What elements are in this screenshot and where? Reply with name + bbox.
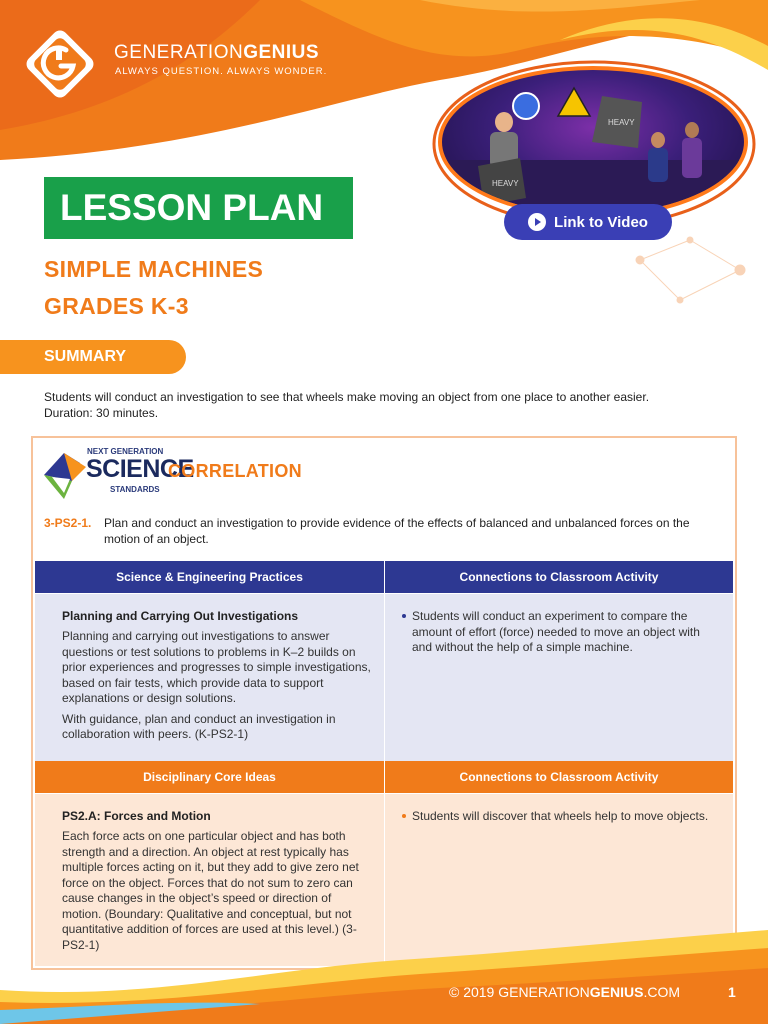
table1-header-left: Science & Engineering Practices [35, 561, 384, 593]
table2-header-right: Connections to Classroom Activity [385, 761, 733, 793]
summary-heading: SUMMARY [0, 340, 186, 374]
correlation-heading: CORRELATION [168, 461, 302, 481]
footer-wave-background [0, 930, 768, 1024]
brand-name: GENERATIONGENIUS [114, 42, 320, 63]
standard-code: 3-PS2-1. [44, 516, 92, 530]
bullet-icon [402, 614, 406, 618]
heavy-weight-label: HEAVY [608, 118, 635, 127]
footer-copyright: © 2019 GENERATIONGENIUS.COM [448, 984, 680, 1000]
table2-left-title: PS2.A: Forces and Motion [62, 809, 211, 823]
brand-tagline: ALWAYS QUESTION. ALWAYS WONDER. [115, 66, 328, 77]
ngss-logo-standards: STANDARDS [110, 485, 160, 494]
lesson-plan-banner: LESSON PLAN [44, 177, 353, 239]
generation-genius-logo [20, 24, 100, 104]
summary-text [44, 390, 734, 421]
heavy-weight-label: HEAVY [492, 179, 519, 188]
bullet-icon [402, 814, 406, 818]
table1-left-title: Planning and Carrying Out Investigations [62, 609, 299, 623]
page-number: 1 [728, 984, 736, 1000]
lesson-grades: GRADES K-3 [44, 293, 189, 319]
table1-left-cell [35, 594, 384, 761]
network-decoration [620, 220, 768, 330]
ngss-logo-science: SCIENCE [86, 455, 194, 483]
summary-duration: Duration: 30 minutes. [44, 405, 159, 420]
table1-right-bullet [402, 609, 712, 656]
table1-right-cell [385, 594, 733, 761]
summary-description: Students will conduct an investigation to see that wheels make moving an object from one place to another easier. [44, 390, 650, 404]
table1-left-paragraph-2: With guidance, plan and conduct an investigation in collaboration with peers. (K-PS2-1) [62, 711, 336, 741]
ngss-logo-next: NEXT GENERATION [87, 447, 164, 456]
table1-left-paragraph-1: Planning and carrying out investigations to answer questions or test solutions to problems in K–2 builds on prior experiences and progresses to simple investigations, based on fair tests, which provide data to support explanations or design solutions. [62, 629, 371, 705]
table2-right-bullet [402, 809, 712, 825]
table2-right-text: Students will discover that wheels help to move objects. [412, 809, 709, 823]
standard-text: Plan and conduct an investigation to provide evidence of the effects of balanced and unbalanced forces on the motion of an object. [104, 516, 690, 546]
lesson-topic: SIMPLE MACHINES [44, 256, 264, 282]
table2-left-paragraph-1: Each force acts on one particular object and has both strength and a direction. An object at rest typically has multiple forces acting on it, but they add to give zero net force on the object. Forces that do not sum to zero can cause changes in the object’s speed or direction of motion. (Boundary: Qualitative and conceptual, but not quantitative addition of forces are used at this level.) (3-PS2-1) [62, 829, 359, 952]
play-icon [528, 213, 546, 231]
video-scene-image [438, 66, 748, 218]
table1-header-right: Connections to Classroom Activity [385, 561, 733, 593]
table1-right-text: Students will conduct an experiment to compare the amount of effort (force) needed to move an object with and without the help of a simple machine. [412, 609, 700, 654]
link-to-video-label: Link to Video [554, 213, 648, 231]
table2-header-left: Disciplinary Core Ideas [35, 761, 384, 793]
